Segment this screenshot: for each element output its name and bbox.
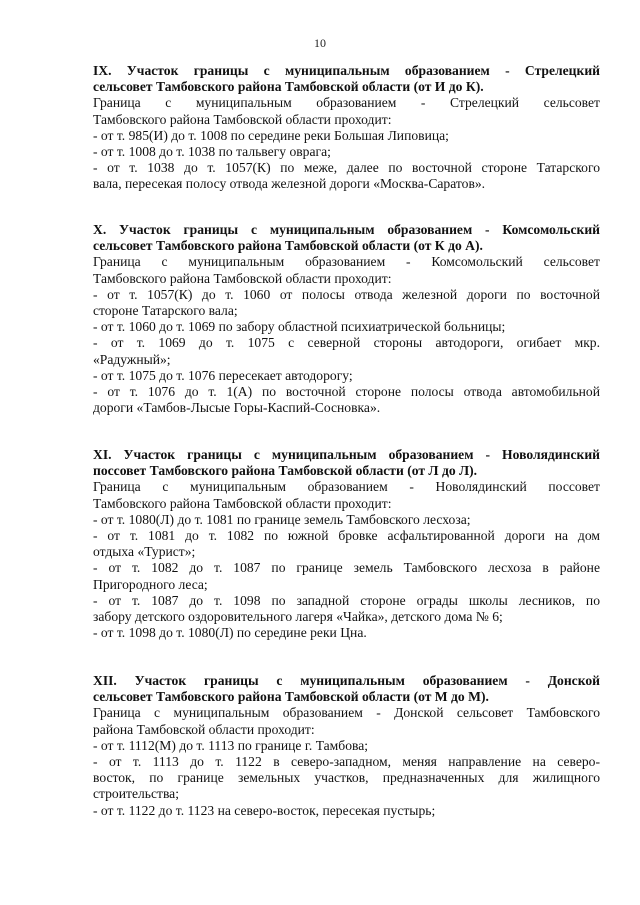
- item-line: забору детского оздоровительного лагеря «Чайка», детского дома № 6;: [93, 609, 503, 625]
- section-heading: [93, 63, 600, 95]
- item-line: - от т. 1113 до т. 1122 в северо-западном, меняя направление на северо-: [93, 754, 600, 770]
- section-x: [93, 222, 600, 416]
- item-line: - от т. 1098 до т. 1080(Л) по середине реки Цна.: [93, 625, 367, 641]
- item-line: - от т. 1087 до т. 1098 по западной стороне ограды школы лесников, по: [93, 592, 600, 608]
- heading-line: сельсовет Тамбовского района Тамбовской области (от М до М).: [93, 689, 489, 705]
- intro-line: Тамбовского района Тамбовской области проходит:: [93, 111, 392, 127]
- item-line: - от т. 1112(М) до т. 1113 по границе г. Тамбова;: [93, 737, 369, 753]
- list-item: [93, 593, 600, 625]
- item-line: вала, пересекая полосу отвода железной дороги «Москва-Саратов».: [93, 176, 486, 192]
- item-line: дороги «Тамбов-Лысые Горы-Каспий-Сосновка».: [93, 400, 381, 416]
- heading-line: сельсовет Тамбовского района Тамбовской области (от К до А).: [93, 238, 483, 254]
- list-item: [93, 803, 600, 819]
- heading-line: поссовет Тамбовского района Тамбовской области (от Л до Л).: [93, 463, 478, 479]
- intro-line: Тамбовского района Тамбовской области проходит:: [93, 270, 392, 286]
- list-item: [93, 368, 600, 384]
- intro-line: Граница с муниципальным образованием - Комсомольский сельсовет: [93, 254, 600, 270]
- item-line: строительства;: [93, 786, 179, 802]
- intro-line: района Тамбовской области проходит:: [93, 721, 315, 737]
- list-item: [93, 625, 600, 641]
- section-heading: [93, 222, 600, 254]
- item-line: - от т. 1075 до т. 1076 пересекает автодорогу;: [93, 367, 353, 383]
- list-item: [93, 160, 600, 192]
- list-item: [93, 287, 600, 319]
- section-heading: [93, 447, 600, 479]
- item-line: - от т. 1081 до т. 1082 по южной бровке асфальтированной дороги на дом: [93, 528, 600, 544]
- item-line: - от т. 1008 до т. 1038 по тальвегу оврага;: [93, 144, 331, 160]
- section-intro: [93, 479, 600, 511]
- item-line: - от т. 1122 до т. 1123 на северо-восток, пересекая пустырь;: [93, 802, 436, 818]
- section-heading: [93, 673, 600, 705]
- list-item: [93, 335, 600, 367]
- item-line: - от т. 1060 до т. 1069 по забору областной психиатрической больницы;: [93, 319, 506, 335]
- section-intro: [93, 95, 600, 127]
- list-item: [93, 128, 600, 144]
- intro-line: Граница с муниципальным образованием - Донской сельсовет Тамбовского: [93, 705, 600, 721]
- heading-line: XII. Участок границы с муниципальным образованием - Донской: [93, 673, 600, 688]
- list-item: [93, 319, 600, 335]
- item-line: «Радужный»;: [93, 351, 171, 367]
- section-intro: [93, 705, 600, 737]
- list-item: [93, 384, 600, 416]
- list-item: [93, 560, 600, 592]
- item-line: - от т. 985(И) до т. 1008 по середине реки Большая Липовица;: [93, 127, 449, 143]
- item-line: отдыха «Турист»;: [93, 544, 196, 560]
- section-xii: [93, 673, 600, 819]
- item-line: - от т. 1076 до т. 1(А) по восточной стороне полосы отвода автомобильной: [93, 384, 600, 400]
- item-line: - от т. 1080(Л) до т. 1081 по границе земель Тамбовского лесхоза;: [93, 511, 471, 527]
- section-intro: [93, 254, 600, 286]
- item-line: - от т. 1069 до т. 1075 с северной стороны автодороги, огибает мкр.: [93, 335, 600, 351]
- item-line: Пригородного леса;: [93, 576, 208, 592]
- heading-line: сельсовет Тамбовского района Тамбовской области (от И до К).: [93, 79, 484, 95]
- list-item: [93, 754, 600, 803]
- intro-line: Граница с муниципальным образованием - Стрелецкий сельсовет: [93, 95, 600, 111]
- list-item: [93, 738, 600, 754]
- item-line: - от т. 1057(К) до т. 1060 от полосы отвода железной дороги по восточной: [93, 286, 600, 302]
- item-line: - от т. 1038 до т. 1057(К) по меже, далее по восточной стороне Татарского: [93, 160, 600, 176]
- section-ix: [93, 63, 600, 193]
- section-xi: [93, 447, 600, 641]
- item-line: восток, по границе земельных участков, предназначенных для жилищного: [93, 770, 600, 786]
- list-item: [93, 528, 600, 560]
- list-item: [93, 144, 600, 160]
- page-number: 10: [314, 36, 326, 50]
- item-line: - от т. 1082 до т. 1087 по границе земель Тамбовского лесхоза в районе: [93, 560, 600, 576]
- list-item: [93, 512, 600, 528]
- intro-line: Тамбовского района Тамбовской области проходит:: [93, 495, 392, 511]
- heading-line: X. Участок границы с муниципальным образованием - Комсомольский: [93, 222, 600, 237]
- heading-line: IX. Участок границы с муниципальным образованием - Стрелецкий: [93, 63, 600, 78]
- item-line: стороне Татарского вала;: [93, 303, 238, 319]
- intro-line: Граница с муниципальным образованием - Новолядинский поссовет: [93, 479, 600, 495]
- heading-line: XI. Участок границы с муниципальным образованием - Новолядинский: [93, 447, 600, 462]
